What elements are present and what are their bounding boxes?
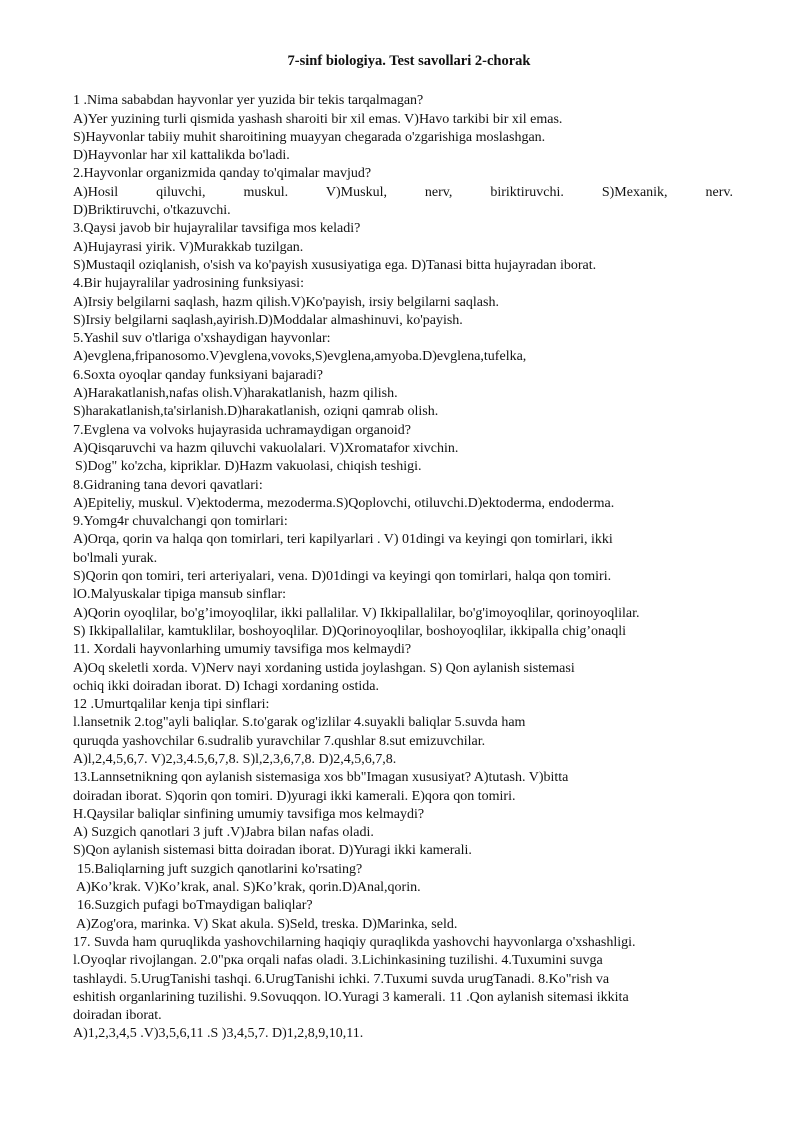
- answer-line: S)harakatlanish,ta'sirlanish.D)harakatlanish, oziqni qamrab olish.: [73, 404, 439, 420]
- answer-line: A)Qorin oyoqlilar, bo'g’imoyoqlilar, ikki pallalilar. V) Ikkipallalilar, bo'g'imoyoqlilar, qorinoyoqlilar.: [73, 605, 640, 621]
- answer-line: l.lansetnik 2.tog"ayli baliqlar. S.to'garak og'izlilar 4.suyakli baliqlar 5.suvda ham: [73, 715, 526, 731]
- answer-line: A)evglena,fripanosomo.V)evglena,vovoks,S)evglena,amyoba.D)evglena,tufelka,: [73, 349, 527, 365]
- question-14: H.Qaysilar baliqlar sinfining umumiy tavsifiga mos kelmaydi?: [73, 806, 425, 822]
- question-7: 7.Evglena va volvoks hujayrasida uchramaydigan organoid?: [73, 422, 411, 438]
- answer-line: doiradan iborat.: [73, 1008, 162, 1024]
- question-5: 5.Yashil suv o'tlariga o'xshaydigan hayvonlar:: [73, 331, 331, 347]
- answer-line: tashlaydi. 5.UrugTanishi tashqi. 6.UrugTanishi ichki. 7.Tuxumi suvda urugTanadi. 8.Ko"rish va: [73, 971, 610, 987]
- question-17: 17. Suvda ham quruqlikda yashovchilarning haqiqiy quraqlikda yashovchi hayvonlarga o'xshashligi.: [73, 934, 636, 950]
- test-document: [73, 52, 733, 1044]
- question-1: 1 .Nima sababdan hayvonlar yer yuzida bir tekis tarqalmagan?: [73, 93, 424, 109]
- answer-line: A)Epiteliy, muskul. V)ektoderma, mezoderma.S)Qoplovchi, otiluvchi.D)ektoderma, endoderma.: [73, 495, 615, 511]
- answer-line: A)Yer yuzining turli qismida yashash sharoiti bir xil emas. V)Havo tarkibi bir xil emas.: [73, 111, 563, 127]
- answer-line: D)Hayvonlar har xil kattalikda bo'ladi.: [73, 148, 290, 164]
- document-title: 7-sinf biologiya. Test savollari 2-chorak: [287, 53, 531, 69]
- answer-line: D)Briktiruvchi, o'tkazuvchi.: [73, 203, 231, 219]
- answer-line: S)Hayvonlar tabiiy muhit sharoitining muayyan chegarada o'zgarishiga moslashgan.: [73, 129, 546, 145]
- answer-line: S) Ikkipallalilar, kamtuklilar, boshoyoqlilar. D)Qorinoyoqlilar, boshoyoqlilar, ikkipalla chig’onaqli: [73, 623, 626, 639]
- question-9: 9.Yomg4r chuvalchangi qon tomirlari:: [73, 514, 288, 530]
- answer-line: A)Zog'ora, marinka. V) Skat akula. S)Seld, treska. D)Marinka, seld.: [76, 916, 458, 932]
- answer-line: A)Oq skeletli xorda. V)Nerv nayi xordaning ustida joylashgan. S) Qon aylanish sistemasi: [73, 660, 575, 676]
- answer-line: ochiq ikki doiradan iborat. D) Ichagi xordaning ostida.: [73, 678, 379, 694]
- question-8: 8.Gidraning tana devori qavatlari:: [73, 477, 263, 493]
- question-4: 4.Bir hujayralilar yadrosining funksiyasi:: [73, 276, 304, 292]
- answer-line: S)Dog" ko'zcha, kipriklar. D)Hazm vakuolasi, chiqish teshigi.: [75, 459, 422, 475]
- question-6: 6.Soxta oyoqlar qanday funksiyani bajaradi?: [73, 367, 323, 383]
- answer-line: S)Qon aylanish sistemasi bitta doiradan iborat. D)Yuragi ikki kamerali.: [73, 843, 472, 859]
- question-11: 11. Xordali hayvonlarhing umumiy tavsifiga mos kelmaydi?: [73, 642, 412, 658]
- answer-line: quruqda yashovchilar 6.sudralib yuravchilar 7.qushlar 8.sut emizuvchilar.: [73, 733, 486, 749]
- answer-line: doiradan iborat. S)qorin qon tomiri. D)yuragi ikki kamerali. E)qora qon tomiri.: [73, 788, 516, 804]
- question-16: 16.Suzgich pufagi boTmaydigan baliqlar?: [77, 898, 313, 914]
- answer-line: A)Ko’krak. V)Ko’krak, anal. S)Ko’krak, qorin.D)Anal,qorin.: [76, 880, 421, 896]
- answer-line: bo'lmali yurak.: [73, 550, 158, 566]
- answer-line: S)Irsiy belgilarni saqlash,ayirish.D)Moddalar almashinuvi, ko'payish.: [73, 312, 463, 328]
- question-2: 2.Hayvonlar organizmida qanday to'qimalar mavjud?: [73, 166, 372, 182]
- answer-line: l.Oyoqlar rivojlangan. 2.0"рка orqali nafas oladi. 3.Lichinkasining tuzilishi. 4.Tuxumini suvga: [73, 953, 603, 969]
- answer-line: A)Qisqaruvchi va hazm qiluvchi vakuolalari. V)Xromatafor xivchin.: [73, 440, 459, 456]
- answer-line: S)Mustaqil oziqlanish, o'sish va ko'payish xususiyatiga ega. D)Tanasi bitta hujayradan iborat.: [73, 257, 597, 273]
- answer-line: A)1,2,3,4,5 .V)3,5,6,11 .S )3,4,5,7. D)1,2,8,9,10,11.: [73, 1026, 364, 1042]
- answer-line: A)Orqa, qorin va halqa qon tomirlari, teri kapilyarlari . V) 01dingi va keyingi qon tomirlari, ikki: [73, 532, 613, 548]
- question-3: 3.Qaysi javob bir hujayralilar tavsifiga mos keladi?: [73, 221, 361, 237]
- answer-line: A)Hosil qiluvchi, muskul. V)Muskul, nerv, biriktiruvchi. S)Mexanik, nerv.: [73, 184, 733, 200]
- answer-line: A) Suzgich qanotlari 3 juft .V)Jabra bilan nafas oladi.: [73, 825, 374, 841]
- question-15: 15.Baliqlarning juft suzgich qanotlarini ko'rsating?: [77, 861, 363, 877]
- question-13: 13.Lannsetnikning qon aylanish sistemasiga xos bb"Imagan xususiyat? A)tutash. V)bitta: [73, 770, 569, 786]
- answer-line: A)Harakatlanish,nafas olish.V)harakatlanish, hazm qilish.: [73, 386, 398, 402]
- question-12: 12 .Umurtqalilar kenja tipi sinflari:: [73, 697, 270, 713]
- answer-line: A)l,2,4,5,6,7. V)2,3,4.5,6,7,8. S)l,2,3,6,7,8. D)2,4,5,6,7,8.: [73, 751, 397, 767]
- answer-line: eshitish organlarining tuzilishi. 9.Sovuqqon. lO.Yuragi 3 kamerali. 11 .Qon aylanish sitemasi ikkita: [73, 989, 629, 1005]
- answer-line: A)Irsiy belgilarni saqlash, hazm qilish.V)Ko'payish, irsiy belgilarni saqlash.: [73, 294, 499, 310]
- answer-line: A)Hujayrasi yirik. V)Murakkab tuzilgan.: [73, 239, 304, 255]
- question-10: lO.Malyuskalar tipiga mansub sinflar:: [73, 587, 287, 603]
- answer-line: S)Qorin qon tomiri, teri arteriyalari, vena. D)01dingi va keyingi qon tomirlari, halqa qon tomiri.: [73, 569, 612, 585]
